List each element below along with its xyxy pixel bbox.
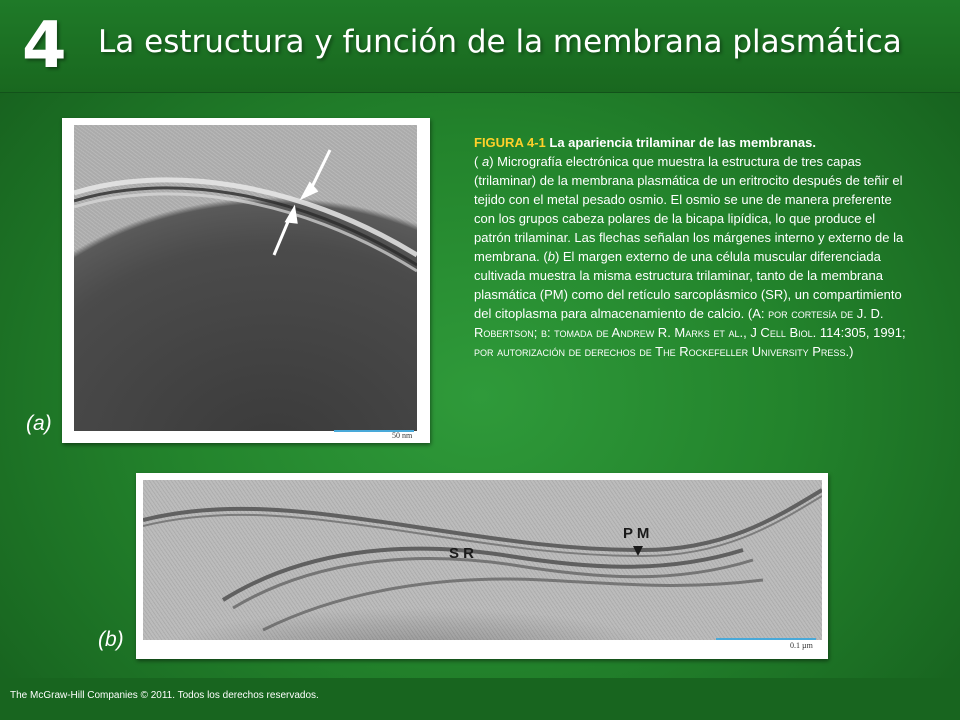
scale-label-b: 0.1 µm xyxy=(790,641,813,650)
figure-b-frame xyxy=(136,473,828,659)
caption-text-3: ) El margen externo de una célula muscular diferenciada cultivada muestra la misma estructura trilaminar, tanto de la membrana plasmática (PM) como del retículo sarcoplásmico (SR), un compartimiento del citoplasma para almacenamiento de calcio. ( xyxy=(474,249,902,321)
caption-close: ) xyxy=(849,344,854,359)
caption-credit: A: por cortesía de J. D. Robertson; b: tomada de Andrew R. Marks et al., J Cell Biol. 114:305, 1991; por autorización de derechos de The Rockefeller University Press. xyxy=(474,306,906,359)
arrow-inner xyxy=(274,209,296,255)
label-pm: P M xyxy=(623,525,650,542)
figure-title: La apariencia trilaminar de las membranas. xyxy=(549,135,816,150)
figure-caption xyxy=(474,133,914,361)
scale-bar-b xyxy=(716,638,816,640)
slide-header xyxy=(0,0,960,93)
micrograph-a xyxy=(74,125,417,431)
micrograph-b xyxy=(143,480,822,640)
copyright-text: The McGraw-Hill Companies © 2011. Todos los derechos reservados. xyxy=(10,690,319,701)
panel-label-a: (a) xyxy=(26,412,52,435)
slide-footer xyxy=(0,678,960,720)
caption-a-marker: a xyxy=(481,154,490,169)
caption-text-2: ) Micrografía electrónica que muestra la estructura de tres capas (trilaminar) de la membrana plasmática de un eritrocito después de teñir el tejido con el metal pesado osmio. El osmio se une de manera preferente con los grupos cabeza polares de la bicapa lipídica, lo que produce el patrón trilaminar. Las flechas señalan los márgenes interno y externo de la membrana. ( xyxy=(474,154,904,264)
micrograph-b-overlay xyxy=(143,480,822,640)
scale-label-a: 50 nm xyxy=(392,431,413,440)
chapter-number: 4 xyxy=(22,9,67,83)
figure-number: FIGURA 4-1 xyxy=(474,135,546,150)
figure-a-frame xyxy=(62,118,430,443)
slide-title: La estructura y función de la membrana plasmática xyxy=(98,24,902,60)
micrograph-a-overlay xyxy=(74,125,417,431)
caption-text-1: ( xyxy=(474,154,482,169)
arrow-outer xyxy=(303,150,330,197)
panel-label-b: (b) xyxy=(98,628,124,651)
label-sr: S R xyxy=(449,545,475,562)
caption-b-marker: b xyxy=(547,249,555,264)
